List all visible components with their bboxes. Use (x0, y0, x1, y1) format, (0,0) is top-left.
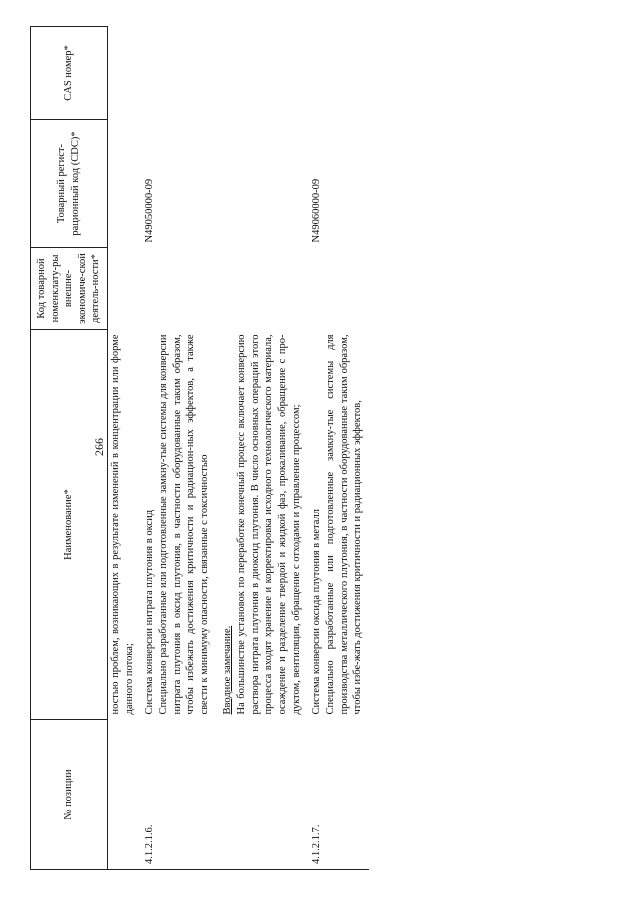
nomenclature-table (30, 26, 369, 870)
table-header-row (31, 27, 108, 870)
table-row (307, 27, 369, 870)
row-position: 4.1.2.1.6. (140, 720, 307, 870)
note-heading: Вводное замечание. (222, 625, 234, 715)
header-cdc: Товарный регист-рационный код (CDC)* (31, 120, 108, 248)
page-number: 266 (92, 438, 106, 456)
continuation-text: ностью проблем, возникающих в результате изменений в концентрации или форме данного потока; (110, 334, 135, 715)
cdc-code: N49060000-09 (311, 178, 323, 243)
item-title: Система конверсии оксида плутония в металл (311, 509, 323, 715)
item-description: Специально разработанные или подготовленные замкну-тые системы для конверсии нитрата плутония в оксид плутония, в частности оборудованные таким образом, чтобы избежать достижения критичности и радиацион-ных эффектов, а также свести к минимуму опасности, связанные с токсичностью (157, 334, 210, 715)
header-cas: CAS номер* (31, 27, 108, 120)
table-row (140, 27, 307, 870)
item-title: Система конверсии нитрата плутония в оксид (144, 509, 156, 715)
header-position: № позиции (31, 720, 108, 870)
header-name: Наименование* (31, 330, 108, 720)
note-text: На большинстве установок по переработке конечный процесс включает конверсию раствора нитрата плутония в диоксид плутония. В число основных операций этого процесса входят хранение и корректировка исходного технологического материала, осаждение и разделение твердой и жидкой фаз, прокаливание, обращение с про-дуктом, вентиляция, обращение с отходами и управление процессом; (236, 334, 302, 715)
cdc-code: N49050000-09 (144, 178, 156, 243)
item-description: Специально разработанные или подготовленные замкну-тые системы для производства металлического плутония, в частности оборудованные таким образом, чтобы избе-жать достижения критичности и радиационных эффектов, (324, 334, 364, 715)
header-tn-ved: Код товарной номенклату-ры внешне-экономиче-ской деятель-ности* (31, 248, 108, 330)
row-position: 4.1.2.1.7. (307, 720, 369, 870)
table-row-continuation (108, 27, 141, 870)
